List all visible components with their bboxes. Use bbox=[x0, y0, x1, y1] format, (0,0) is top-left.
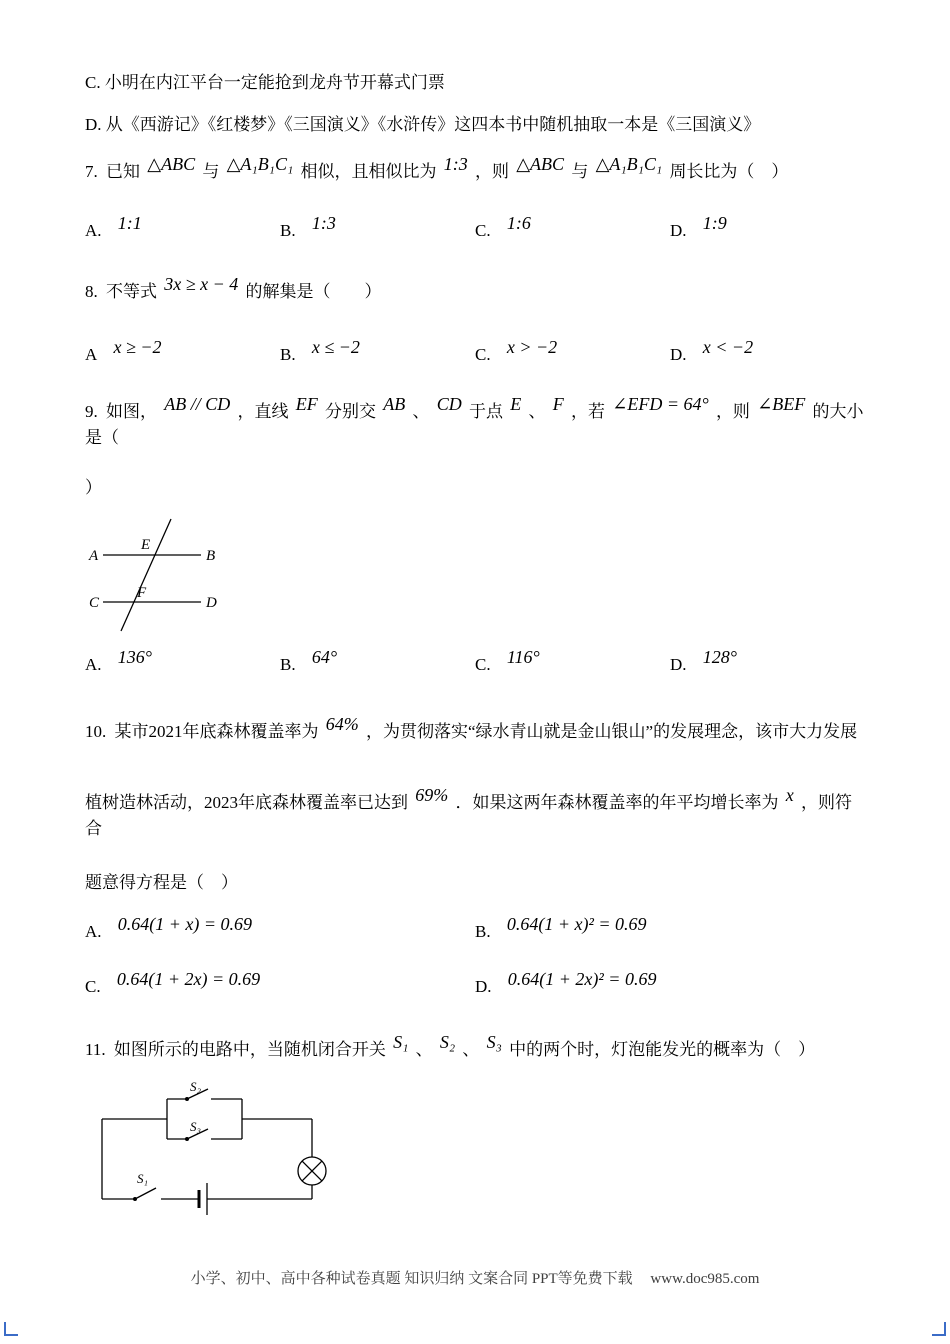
q7-option-b-label: B. bbox=[280, 221, 296, 240]
q7-math-triangle-a1b1c1: △A₁B₁C₁ bbox=[595, 154, 663, 174]
q8-option-a-label: A bbox=[85, 345, 98, 364]
q10-math-x: x bbox=[785, 785, 794, 805]
q6-option-d-text: D. 从《西游记》《红楼梦》《三国演义》《水浒传》这四本书中随机抽取一本是《三国演义》 bbox=[85, 115, 761, 134]
q9-math-ef: EF bbox=[295, 394, 318, 414]
q7-option-a-value: 1:1 bbox=[117, 213, 142, 233]
q8-math-inequality: 3x ≥ x − 4 bbox=[164, 274, 239, 294]
q11-text: 、 bbox=[462, 1040, 480, 1059]
parallel-lines-figure bbox=[87, 511, 257, 639]
q9-text: ，若 bbox=[571, 402, 606, 421]
q7-option-d bbox=[670, 213, 865, 244]
q10-text: ．如果这两年森林覆盖率的年平均增长率为 bbox=[455, 793, 779, 812]
q10-options-row2 bbox=[85, 969, 865, 1000]
q9-option-b bbox=[280, 647, 475, 678]
q7-text: 与 bbox=[202, 162, 220, 181]
q6-option-d bbox=[85, 112, 865, 138]
q9-math-f: F bbox=[552, 394, 564, 414]
q9-option-a-value: 136° bbox=[117, 647, 152, 667]
q7-text: 相似，且相似比为 bbox=[300, 162, 437, 181]
q10-text: 植树造林活动，2023年底森林覆盖率已达到 bbox=[85, 793, 408, 812]
q9-option-b-value: 64° bbox=[311, 647, 338, 667]
q6-option-c bbox=[85, 70, 865, 96]
q8-option-c-label: C. bbox=[475, 345, 491, 364]
q7-option-c bbox=[475, 213, 670, 244]
q10-text: ，为贯彻落实“绿水青山就是金山银山”的发展理念，该市大力发展 bbox=[366, 722, 858, 741]
lamp-icon bbox=[298, 1157, 326, 1185]
q10-option-d-label: D. bbox=[475, 977, 492, 996]
q7-option-a bbox=[85, 213, 280, 244]
q11-number: 11. bbox=[85, 1040, 106, 1059]
point-f-label: F bbox=[137, 585, 147, 601]
q10-text: 某市2021年底森林覆盖率为 bbox=[114, 722, 319, 741]
q9-text: 分别交 bbox=[325, 402, 376, 421]
q11-math-s3: S₃ bbox=[486, 1032, 502, 1052]
q10-text: ，则符合 bbox=[85, 793, 852, 838]
q8-text: 的解集是（ ） bbox=[245, 282, 382, 301]
q7-option-a-label: A. bbox=[85, 221, 102, 240]
q9-option-d-value: 128° bbox=[702, 647, 737, 667]
page-corner-mark-right bbox=[932, 1322, 946, 1336]
q9-text: 的大小是（ bbox=[85, 402, 864, 447]
q7-text: 与 bbox=[571, 162, 589, 181]
q9-option-d-label: D. bbox=[670, 655, 687, 674]
q9-text: 于点 bbox=[469, 402, 504, 421]
q9-text: ，则 bbox=[715, 402, 750, 421]
circuit-figure bbox=[87, 1079, 337, 1219]
question-10-stem-line1 bbox=[85, 714, 865, 745]
q7-option-b-value: 1:3 bbox=[311, 213, 336, 233]
question-9-stem bbox=[85, 394, 865, 451]
q9-text: ，直线 bbox=[237, 402, 289, 421]
q10-options-row1 bbox=[85, 914, 865, 945]
q7-number: 7. bbox=[85, 162, 98, 181]
q8-option-b-value: x ≤ −2 bbox=[311, 337, 360, 357]
point-d-label: D bbox=[206, 595, 217, 611]
q11-text: 如图所示的电路中，当随机闭合开关 bbox=[113, 1040, 386, 1059]
q10-math-69pct: 69% bbox=[415, 785, 449, 805]
q8-option-c-value: x > −2 bbox=[506, 337, 558, 357]
page-corner-mark-left bbox=[4, 1322, 18, 1336]
q9-math-angle-bef: ∠BEF bbox=[757, 394, 806, 414]
q7-option-c-label: C. bbox=[475, 221, 491, 240]
q6-option-c-text: C. 小明在内江平台一定能抢到龙舟节开幕式门票 bbox=[85, 73, 445, 92]
q10-option-b bbox=[475, 914, 865, 945]
q10-option-c-value: 0.64(1 + 2x) = 0.69 bbox=[116, 969, 261, 989]
q7-math-ratio: 1:3 bbox=[443, 154, 468, 174]
battery-icon bbox=[199, 1183, 207, 1215]
page-footer bbox=[0, 1267, 950, 1288]
point-b-label: B bbox=[206, 548, 216, 564]
footer-site-url: www.doc985.com bbox=[650, 1271, 760, 1287]
question-11-stem bbox=[85, 1032, 865, 1063]
q7-text: ，则 bbox=[474, 162, 509, 181]
q10-math-64pct: 64% bbox=[325, 714, 359, 734]
q8-option-a bbox=[85, 337, 280, 368]
q9-math-ab-parallel-cd: AB // CD bbox=[164, 394, 231, 414]
question-10-stem-line3 bbox=[85, 870, 865, 896]
q7-option-d-value: 1:9 bbox=[702, 213, 727, 233]
q10-option-b-label: B. bbox=[475, 922, 491, 941]
q8-option-b bbox=[280, 337, 475, 368]
q8-number: 8. bbox=[85, 282, 98, 301]
q8-option-a-value: x ≥ −2 bbox=[113, 337, 162, 357]
q10-number: 10. bbox=[85, 722, 107, 741]
q8-options-row bbox=[85, 337, 865, 368]
q8-option-c bbox=[475, 337, 670, 368]
q7-option-c-value: 1:6 bbox=[506, 213, 531, 233]
q9-option-c-value: 116° bbox=[506, 647, 540, 667]
q10-option-c bbox=[85, 969, 475, 1000]
q9-number: 9. bbox=[85, 402, 98, 421]
q9-math-cd: CD bbox=[436, 394, 462, 414]
q11-math-s2: S₂ bbox=[439, 1032, 456, 1052]
switch-s1-icon bbox=[133, 1188, 156, 1201]
question-10-stem-line2 bbox=[85, 785, 865, 842]
q11-math-s1: S₁ bbox=[393, 1032, 409, 1052]
q9-option-c bbox=[475, 647, 670, 678]
q9-text: 如图， bbox=[106, 402, 157, 421]
q8-option-b-label: B. bbox=[280, 345, 296, 364]
q9-math-angle-efd: ∠EFD = 64° bbox=[612, 394, 709, 414]
q8-option-d bbox=[670, 337, 865, 368]
q9-option-c-label: C. bbox=[475, 655, 491, 674]
q8-option-d-value: x < −2 bbox=[702, 337, 754, 357]
q9-text: 、 bbox=[412, 402, 430, 421]
q11-text: 中的两个时，灯泡能发光的概率为（ ） bbox=[509, 1040, 816, 1059]
switch-s1-label: S₁ bbox=[137, 1171, 149, 1186]
switch-s3-label: S₃ bbox=[190, 1119, 202, 1134]
q10-option-a bbox=[85, 914, 475, 945]
q9-option-a-label: A. bbox=[85, 655, 102, 674]
footer-note: 小学、初中、高中各种试卷真题 知识归纳 文案合同 PPT等免费下载 bbox=[190, 1271, 633, 1287]
q10-option-a-value: 0.64(1 + x) = 0.69 bbox=[117, 914, 253, 934]
q7-math-triangle-a1b1c1: △A₁B₁C₁ bbox=[226, 154, 294, 174]
q9-options-row bbox=[85, 647, 865, 678]
switch-s2-label: S₂ bbox=[190, 1079, 202, 1094]
q7-math-triangle-abc: △ABC bbox=[516, 154, 565, 174]
question-7-stem bbox=[85, 154, 865, 185]
q7-option-d-label: D. bbox=[670, 221, 687, 240]
point-a-label: A bbox=[89, 548, 99, 564]
q11-text: 、 bbox=[415, 1040, 433, 1059]
q10-option-b-value: 0.64(1 + x)² = 0.69 bbox=[506, 914, 647, 934]
q9-option-a bbox=[85, 647, 280, 678]
question-9-stem-line2 bbox=[85, 475, 865, 501]
q9-option-b-label: B. bbox=[280, 655, 296, 674]
point-e-label: E bbox=[141, 537, 151, 553]
question-8-stem bbox=[85, 274, 865, 305]
transversal-ef bbox=[121, 519, 171, 631]
q7-option-b bbox=[280, 213, 475, 244]
point-c-label: C bbox=[89, 595, 100, 611]
q7-text: 已知 bbox=[106, 162, 140, 181]
q9-math-e: E bbox=[510, 394, 522, 414]
q9-option-d bbox=[670, 647, 865, 678]
q8-option-d-label: D. bbox=[670, 345, 687, 364]
q10-text: 题意得方程是（ ） bbox=[85, 873, 238, 892]
q10-option-a-label: A. bbox=[85, 922, 102, 941]
q10-option-d bbox=[475, 969, 865, 1000]
q7-text: 周长比为（ ） bbox=[669, 162, 789, 181]
q7-math-triangle-abc: △ABC bbox=[147, 154, 196, 174]
q10-option-d-value: 0.64(1 + 2x)² = 0.69 bbox=[507, 969, 657, 989]
q10-option-c-label: C. bbox=[85, 977, 101, 996]
q9-math-ab: AB bbox=[383, 394, 406, 414]
q9-text: 、 bbox=[528, 402, 546, 421]
q9-text-close-paren: ） bbox=[85, 478, 102, 497]
q8-text: 不等式 bbox=[106, 282, 157, 301]
q7-options-row bbox=[85, 213, 865, 244]
